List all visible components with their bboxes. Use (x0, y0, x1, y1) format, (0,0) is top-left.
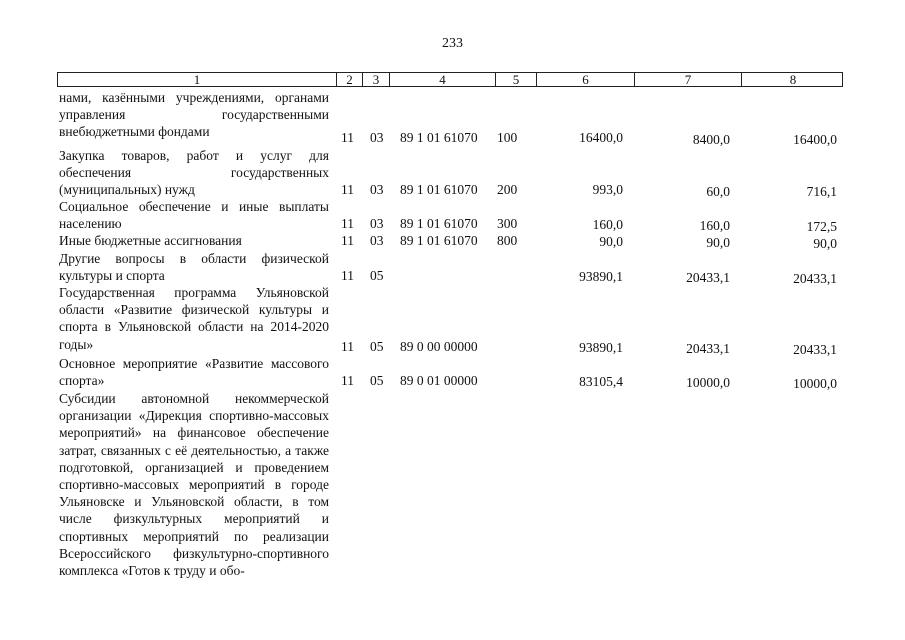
row-value-8: 16400,0 (793, 132, 837, 147)
header-col-2: 2 (337, 73, 363, 86)
row-subsection: 05 (370, 339, 384, 354)
header-col-7: 7 (635, 73, 742, 86)
row-description: Социальное обеспечение и иные выплаты населению (59, 199, 329, 232)
header-col-1: 1 (58, 73, 337, 86)
row-section: 11 (341, 268, 354, 283)
row-section: 11 (341, 339, 354, 354)
page-number: 233 (442, 36, 463, 51)
row-expense-type: 300 (497, 216, 518, 231)
row-target-code: 89 1 01 61070 (400, 216, 478, 231)
row-target-code: 89 1 01 61070 (400, 182, 478, 197)
row-subsection: 03 (370, 130, 384, 145)
header-col-4: 4 (390, 73, 496, 86)
row-expense-type: 200 (497, 182, 518, 197)
row-subsection: 03 (370, 233, 384, 248)
row-value-6: 93890,1 (579, 340, 623, 355)
row-value-6: 160,0 (592, 217, 623, 232)
row-value-8: 90,0 (813, 236, 837, 251)
row-section: 11 (341, 130, 354, 145)
row-description: Государственная программа Ульяновской области «Развитие физической культуры и спорта в Ульяновской области на 2014-2020 годы» (59, 285, 329, 352)
row-value-7: 10000,0 (686, 375, 730, 390)
row-target-code: 89 1 01 61070 (400, 233, 478, 248)
row-description: Иные бюджетные ассигнования (59, 233, 242, 248)
row-section: 11 (341, 373, 354, 388)
header-col-6: 6 (537, 73, 635, 86)
row-value-6: 90,0 (599, 234, 623, 249)
row-value-6: 993,0 (592, 182, 623, 197)
row-target-code: 89 1 01 61070 (400, 130, 478, 145)
row-description: Другие вопросы в области физической культуры и спорта (59, 251, 329, 284)
row-target-code: 89 0 01 00000 (400, 373, 478, 388)
row-description: Закупка товаров, работ и услуг для обеспечения государственных (муниципальных) нужд (59, 148, 329, 198)
row-value-8: 172,5 (806, 219, 837, 234)
row-description: Основное мероприятие «Развитие массового спорта» (59, 356, 329, 389)
row-value-6: 83105,4 (579, 374, 623, 389)
row-value-8: 10000,0 (793, 376, 837, 391)
row-value-7: 20433,1 (686, 341, 730, 356)
row-value-7: 160,0 (699, 218, 730, 233)
row-value-7: 60,0 (706, 184, 730, 199)
row-description: нами, казёнными учреждениями, органами управления государственными внебюджетными фондами (59, 90, 329, 140)
row-section: 11 (341, 233, 354, 248)
row-expense-type: 800 (497, 233, 518, 248)
row-subsection: 05 (370, 373, 384, 388)
header-col-5: 5 (496, 73, 537, 86)
row-target-code: 89 0 00 00000 (400, 339, 478, 354)
row-value-8: 20433,1 (793, 271, 837, 286)
row-value-7: 8400,0 (692, 132, 730, 147)
row-description: Субсидии автономной некоммерческой организации «Дирекция спортивно-массовых мероприятий» на финансовое обеспечение затрат, связанных с её деятельностью, а также подготовкой, организацией и проведением спортивно-массовых мероприятий в городе Ульяновске и Ульяновской области, в том числе физкультурных мероприятий и спортивных мероприятий по реализации Всероссийского физкультурно-спортивного комплекса «Готов к труду и обо- (59, 391, 329, 579)
row-expense-type: 100 (497, 130, 518, 145)
header-col-3: 3 (363, 73, 390, 86)
row-value-8: 716,1 (806, 184, 837, 199)
row-section: 11 (341, 182, 354, 197)
row-subsection: 03 (370, 216, 384, 231)
header-col-8: 8 (789, 72, 797, 87)
row-value-6: 93890,1 (579, 269, 623, 284)
row-value-6: 16400,0 (579, 130, 623, 145)
row-subsection: 03 (370, 182, 384, 197)
row-value-8: 20433,1 (793, 342, 837, 357)
row-section: 11 (341, 216, 354, 231)
table-header (57, 72, 843, 87)
row-value-7: 20433,1 (686, 270, 730, 285)
row-value-7: 90,0 (706, 235, 730, 250)
row-subsection: 05 (370, 268, 384, 283)
